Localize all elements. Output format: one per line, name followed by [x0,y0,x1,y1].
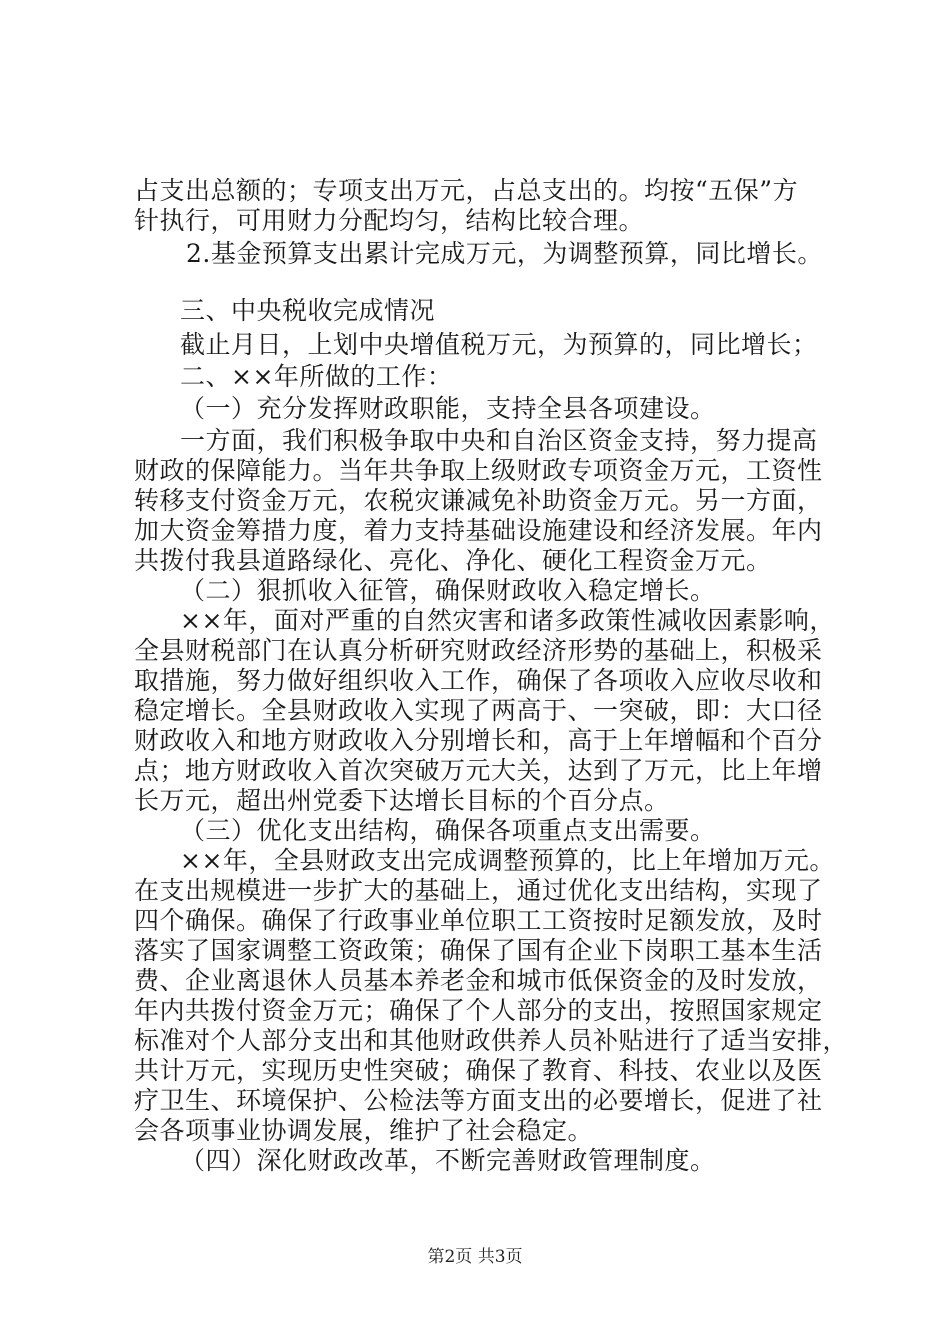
text-line: 疗卫生、环境保护、公检法等方面支出的必要增长，促进了社 [134,1086,823,1115]
text-line: ××年，面对严重的自然灾害和诸多政策性减收因素影响， [180,606,835,635]
text-line: 占支出总额的；专项支出万元，占总支出的。均按“五保”方 [134,176,799,205]
text-line: 费、企业离退休人员基本养老金和城市低保资金的及时发放， [134,966,823,995]
text-line: 全县财税部门在认真分析研究财政经济形势的基础上，积极采 [134,636,823,665]
text-line: 在支出规模进一步扩大的基础上，通过优化支出结构，实现了 [134,876,823,905]
text-line: 长万元，超出州党委下达增长目标的个百分点。 [134,786,670,815]
text-line: 一方面，我们积极争取中央和自治区资金支持，努力提高 [180,426,818,455]
text-line: 点；地方财政收入首次突破万元大关，达到了万元，比上年增 [134,756,823,785]
text-line: ××年，全县财政支出完成调整预算的，比上年增加万元。 [180,846,835,875]
subsection-heading: （三）优化支出结构，确保各项重点支出需要。 [180,816,716,845]
text-line: 会各项事业协调发展，维护了社会稳定。 [134,1116,594,1145]
text-line: 标准对个人部分支出和其他财政供养人员补贴进行了适当安排， [134,1026,849,1055]
subsection-heading: （四）深化财政改革，不断完善财政管理制度。 [180,1146,716,1175]
text-line: 取措施，努力做好组织收入工作，确保了各项收入应收尽收和 [134,666,823,695]
text-line: 针执行，可用财力分配均匀，结构比较合理。 [134,206,645,235]
subsection-heading: （二）狠抓收入征管，确保财政收入稳定增长。 [180,576,716,605]
text-line: 稳定增长。全县财政收入实现了两高于、一突破，即：大口径 [134,696,823,725]
page-number-footer: 第2页 共3页 [427,1247,523,1267]
subsection-heading: （一）充分发挥财政职能，支持全县各项建设。 [180,394,716,423]
text-line: 2.基金预算支出累计完成万元，为调整预算，同比增长。 [186,239,823,268]
section-heading: 二、××年所做的工作： [180,362,453,391]
text-line: 四个确保。确保了行政事业单位职工工资按时足额发放，及时 [134,906,823,935]
text-line: 财政收入和地方财政收入分别增长和，高于上年增幅和个百分 [134,726,823,755]
text-line: 年内共拨付资金万元；确保了个人部分的支出，按照国家规定 [134,996,823,1025]
text-line: 财政的保障能力。当年共争取上级财政专项资金万元，工资性 [134,456,823,485]
text-line: 截止月日，上划中央增值税万元，为预算的，同比增长； [180,330,818,359]
text-line: 共拨付我县道路绿化、亮化、净化、硬化工程资金万元。 [134,546,772,575]
text-line: 共计万元，实现历史性突破；确保了教育、科技、农业以及医 [134,1056,823,1085]
section-heading: 三、中央税收完成情况 [180,296,436,325]
text-line: 加大资金筹措力度，着力支持基础设施建设和经济发展。年内 [134,516,823,545]
text-line: 落实了国家调整工资政策；确保了国有企业下岗职工基本生活 [134,936,823,965]
text-line: 转移支付资金万元，农税灾谦减免补助资金万元。另一方面， [134,486,823,515]
